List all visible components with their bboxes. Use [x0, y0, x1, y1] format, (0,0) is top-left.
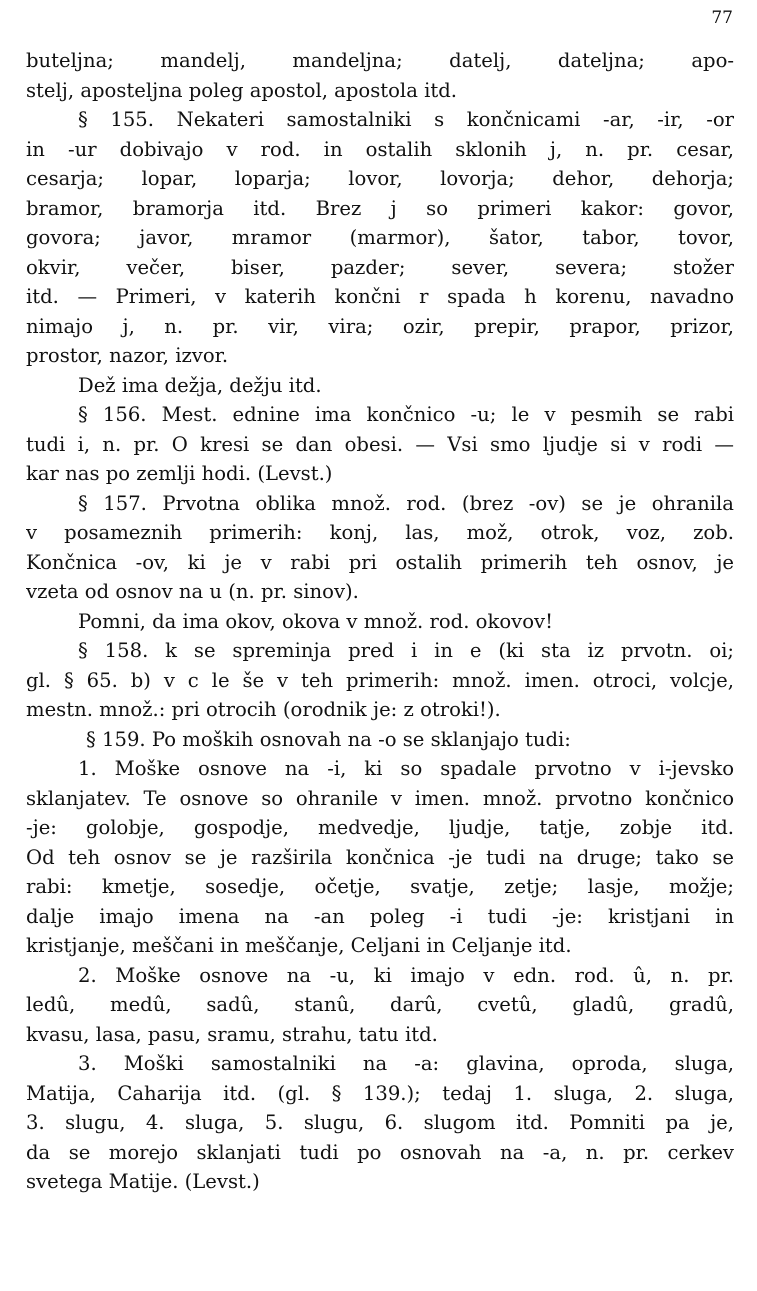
- text-line: Pomni, da ima okov, okova v množ. rod. okovov!: [78, 609, 553, 633]
- text-line: Končnica -ov, ki je v rabi pri ostalih primerih teh osnov, je: [26, 550, 734, 574]
- text-line: dalje imajo imena na -an poleg -i tudi -je: kristjani in: [26, 904, 734, 928]
- text-line: -je: golobje, gospodje, medvedje, ljudje, tatje, zobje itd.: [26, 816, 734, 839]
- text-line: 3. Moški samostalniki na -a: glavina, oproda, sluga,: [78, 1052, 734, 1075]
- text-line: da se morejo sklanjati tudi po osnovah na -a, n. pr. cerkev: [26, 1140, 734, 1164]
- text-line: ledû, medû, sadû, stanû, darû, cvetû, gladû, gradû,: [26, 993, 734, 1016]
- text-line: mestn. množ.: pri otrocih (orodnik je: z otroki!).: [26, 698, 501, 721]
- text-line: svetega Matije. (Levst.): [26, 1170, 260, 1193]
- text-line: okvir, večer, biser, pazder; sever, severa; stožer: [26, 255, 734, 279]
- section-heading-157: § 157. Prvotna oblika množ. rod. (brez -ov) se je ohranila: [78, 491, 734, 515]
- text-line: itd. — Primeri, v katerih končni r spada h korenu, navadno: [26, 285, 734, 308]
- text-line: bramor, bramorja itd. Brez j so primeri kakor: govor,: [26, 196, 734, 220]
- text-body: [26, 46, 734, 1197]
- text-line: 3. slugu, 4. sluga, 5. slugu, 6. slugom itd. Pomniti pa je,: [26, 1111, 734, 1134]
- text-line: Dež ima dežja, dežju itd.: [78, 373, 322, 397]
- section-heading-155: § 155. Nekateri samostalniki s končnicami -ar, -ir, -or: [78, 108, 734, 131]
- text-line: sklanjatev. Te osnove so ohranile v imen. množ. prvotno končnico: [26, 786, 734, 810]
- text-line: 2. Moške osnove na -u, ki imajo v edn. rod. û, n. pr.: [78, 963, 734, 987]
- text-line: nimajo j, n. pr. vir, vira; ozir, prepir, prapor, prizor,: [26, 314, 734, 338]
- text-line: 1. Moške osnove na -i, ki so spadale prvotno v i-jevsko: [78, 757, 734, 780]
- text-line: in -ur dobivajo v rod. in ostalih sklonih j, n. pr. cesar,: [26, 137, 734, 161]
- section-heading-158: § 158. k se spreminja pred i in e (ki sta iz prvotn. oi;: [78, 639, 734, 662]
- text-line: tudi i, n. pr. O kresi se dan obesi. — Vsi smo ljudje si v rodi —: [26, 432, 734, 456]
- section-heading-159: § 159. Po moških osnovah na -o se sklanjajo tudi:: [86, 727, 571, 751]
- text-line: v posameznih primerih: konj, las, mož, otrok, voz, zob.: [26, 521, 734, 544]
- text-line: vzeta od osnov na u (n. pr. sinov).: [26, 580, 359, 603]
- text-line: kvasu, lasa, pasu, sramu, strahu, tatu itd.: [26, 1022, 438, 1046]
- text-line: prostor, nazor, izvor.: [26, 344, 229, 367]
- text-line: kristjanje, meščani in meščanje, Celjani in Celjanje itd.: [26, 934, 572, 957]
- page-number: 77: [711, 8, 733, 28]
- section-heading-156: § 156. Mest. ednine ima končnico -u; le v pesmih se rabi: [78, 403, 734, 426]
- text-line: kar nas po zemlji hodi. (Levst.): [26, 462, 333, 485]
- text-line: stelj, aposteljna poleg apostol, apostola itd.: [26, 78, 458, 102]
- text-line: govora; javor, mramor (marmor), šator, tabor, tovor,: [26, 226, 734, 249]
- text-line: buteljna; mandelj, mandeljna; datelj, dateljna; apo-: [26, 49, 734, 72]
- text-line: Matija, Caharija itd. (gl. § 139.); tedaj 1. sluga, 2. sluga,: [26, 1081, 734, 1105]
- text-line: gl. § 65. b) v c le še v teh primerih: množ. imen. otroci, volcje,: [26, 668, 734, 692]
- text-line: Od teh osnov se je razširila končnica -je tudi na druge; tako se: [26, 845, 734, 869]
- text-line: rabi: kmetje, sosedje, očetje, svatje, zetje; lasje, možje;: [26, 875, 734, 898]
- text-line: cesarja; lopar, loparja; lovor, lovorja; dehor, dehorja;: [26, 167, 734, 190]
